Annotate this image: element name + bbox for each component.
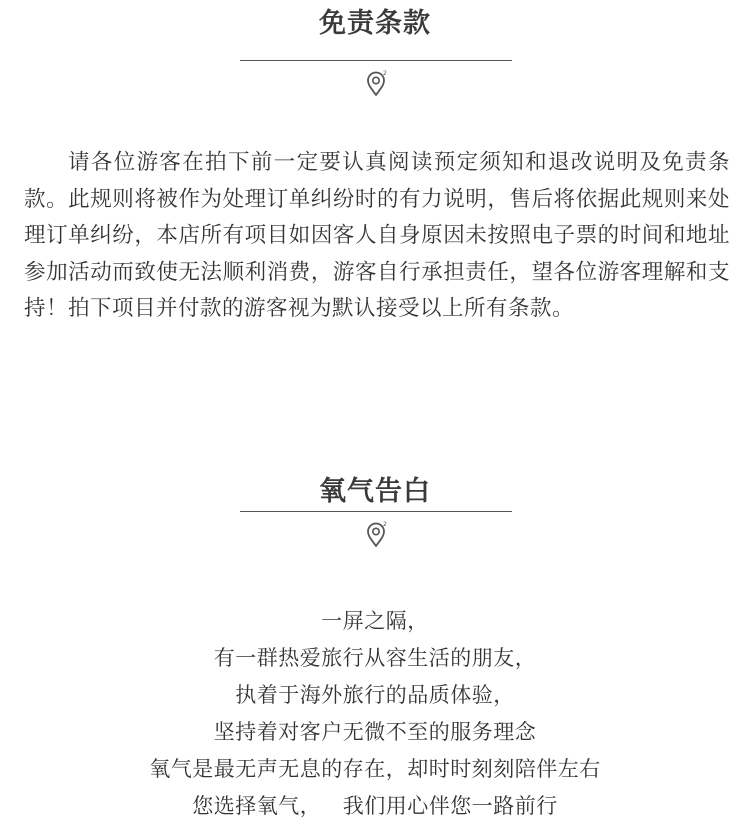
disclaimer-divider: [240, 60, 512, 61]
location-pin-icon: [362, 519, 390, 549]
confession-title: 氧气告白: [319, 476, 431, 507]
pin-sup: 2: [383, 70, 387, 77]
disclaimer-title: 免责条款: [319, 8, 431, 39]
poem-line: 氧气是最无声无息的存在，却时时刻刻陪伴左右: [149, 757, 601, 781]
poem-line: 有一群热爱旅行从容生活的朋友，: [213, 646, 537, 670]
pin-sup: 2: [383, 521, 387, 528]
poem-line: 坚持着对客户无微不至的服务理念: [213, 720, 537, 744]
poem-line: 执着于海外旅行的品质体验，: [235, 683, 515, 707]
disclaimer-body: 请各位游客在拍下前一定要认真阅读预定须知和退改说明及免责条款。此规则将被作为处理订单纠纷时的有力说明，售后将依据此规则来处理订单纠纷，本店所有项目如因客人自身原因未按照电子票的时间和地址参加活动而致使无法顺利消费，游客自行承担责任，望各位游客理解和支持！拍下项目并付款的游客视为默认接受以上所有条款。: [24, 150, 730, 321]
confession-divider: [240, 511, 512, 512]
poem-line: 一屏之隔，: [321, 609, 429, 633]
location-pin-icon: [362, 68, 390, 98]
confession-poem: [0, 603, 750, 825]
poem-line: 您选择氧气， 我们用心伴您一路前行: [192, 794, 558, 818]
